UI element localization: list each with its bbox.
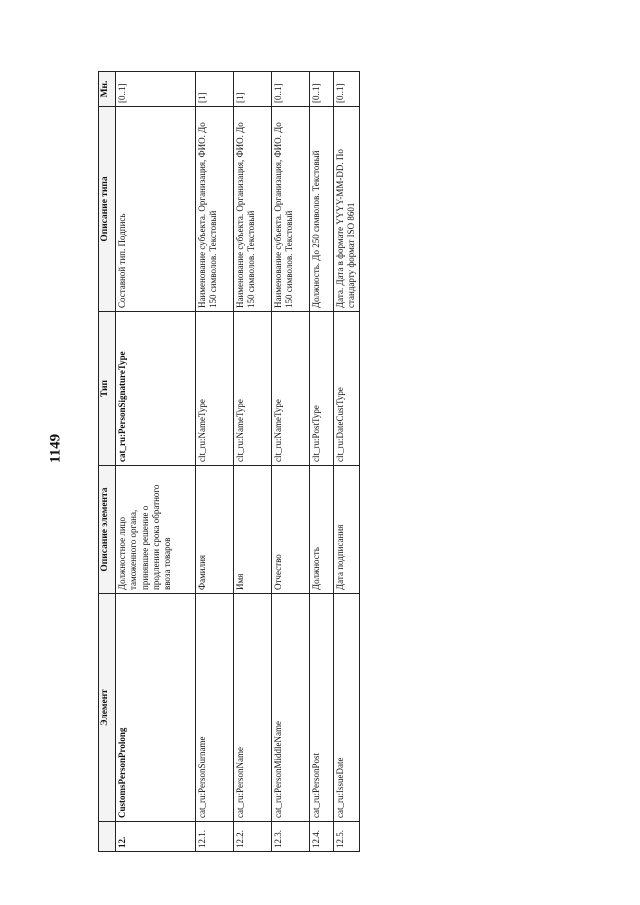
row-num: 12.5. bbox=[334, 822, 360, 852]
row-description: Должностное лицо таможенного органа, принявшее решение о продлении срока обратного ввоза товаров bbox=[116, 466, 196, 594]
page-number: 1149 bbox=[47, 433, 64, 464]
row-element: cat_ru:PersonName bbox=[234, 594, 272, 822]
row-num: 12. bbox=[116, 822, 196, 852]
row-multiplicity: [1] bbox=[196, 72, 234, 107]
row-type: clt_ru:NameType bbox=[196, 312, 234, 466]
row-type-description: Составной тип. Подпись bbox=[116, 107, 196, 312]
row-element: cat_ru:PersonSurname bbox=[196, 594, 234, 822]
row-type: clt_ru:NameType bbox=[272, 312, 310, 466]
table-row bbox=[334, 72, 360, 852]
row-type: clt_ru:NameType bbox=[234, 312, 272, 466]
table-row bbox=[310, 72, 334, 852]
table-row bbox=[116, 72, 196, 852]
row-type-description: Должность. До 250 символов. Текстовый bbox=[310, 107, 334, 312]
row-multiplicity: [0..1] bbox=[272, 72, 310, 107]
rotated-table bbox=[98, 72, 357, 852]
row-multiplicity: [0..1] bbox=[116, 72, 196, 107]
row-num: 12.4. bbox=[310, 822, 334, 852]
row-type: clt_ru:DateCustType bbox=[334, 312, 360, 466]
row-type-description: Наименование субъекта. Организация, ФИО. До 150 символов. Текстовый bbox=[272, 107, 310, 312]
header-element: Элемент bbox=[99, 594, 116, 822]
row-num: 12.3. bbox=[272, 822, 310, 852]
row-type-description: Наименование субъекта. Организация, ФИО. До 150 символов. Текстовый bbox=[234, 107, 272, 312]
row-element: CustomsPersonProlong bbox=[116, 594, 196, 822]
row-multiplicity: [0..1] bbox=[334, 72, 360, 107]
row-element: cat_ru:PersonPost bbox=[310, 594, 334, 822]
row-type-description: Наименование субъекта. Организация, ФИО. До 150 символов. Текстовый bbox=[196, 107, 234, 312]
row-description: Имя bbox=[234, 466, 272, 594]
table-header-row bbox=[99, 72, 116, 852]
table-row bbox=[196, 72, 234, 852]
row-multiplicity: [1] bbox=[234, 72, 272, 107]
row-num: 12.2. bbox=[234, 822, 272, 852]
header-type: Тип bbox=[99, 312, 116, 466]
header-description: Описание элемента bbox=[99, 466, 116, 594]
header-type-description: Описание типа bbox=[99, 107, 116, 312]
row-description: Должность bbox=[310, 466, 334, 594]
table-row bbox=[272, 72, 310, 852]
row-description: Отчество bbox=[272, 466, 310, 594]
row-type-description: Дата. Дата в формате YYYY-MM-DD. По стандарту формат ISO 8601 bbox=[334, 107, 360, 312]
table-container bbox=[98, 72, 357, 852]
row-type: cat_ru:PersonSignatureType bbox=[116, 312, 196, 466]
header-multiplicity: Мн. bbox=[99, 72, 116, 107]
element-table bbox=[98, 71, 360, 852]
row-type: clt_ru:PostType bbox=[310, 312, 334, 466]
header-num bbox=[99, 822, 116, 852]
table-row bbox=[234, 72, 272, 852]
row-description: Дата подписания bbox=[334, 466, 360, 594]
row-element: cat_ru:IssueDate bbox=[334, 594, 360, 822]
row-num: 12.1. bbox=[196, 822, 234, 852]
row-element: cat_ru:PersonMiddleName bbox=[272, 594, 310, 822]
row-multiplicity: [0..1] bbox=[310, 72, 334, 107]
row-description: Фамилия bbox=[196, 466, 234, 594]
